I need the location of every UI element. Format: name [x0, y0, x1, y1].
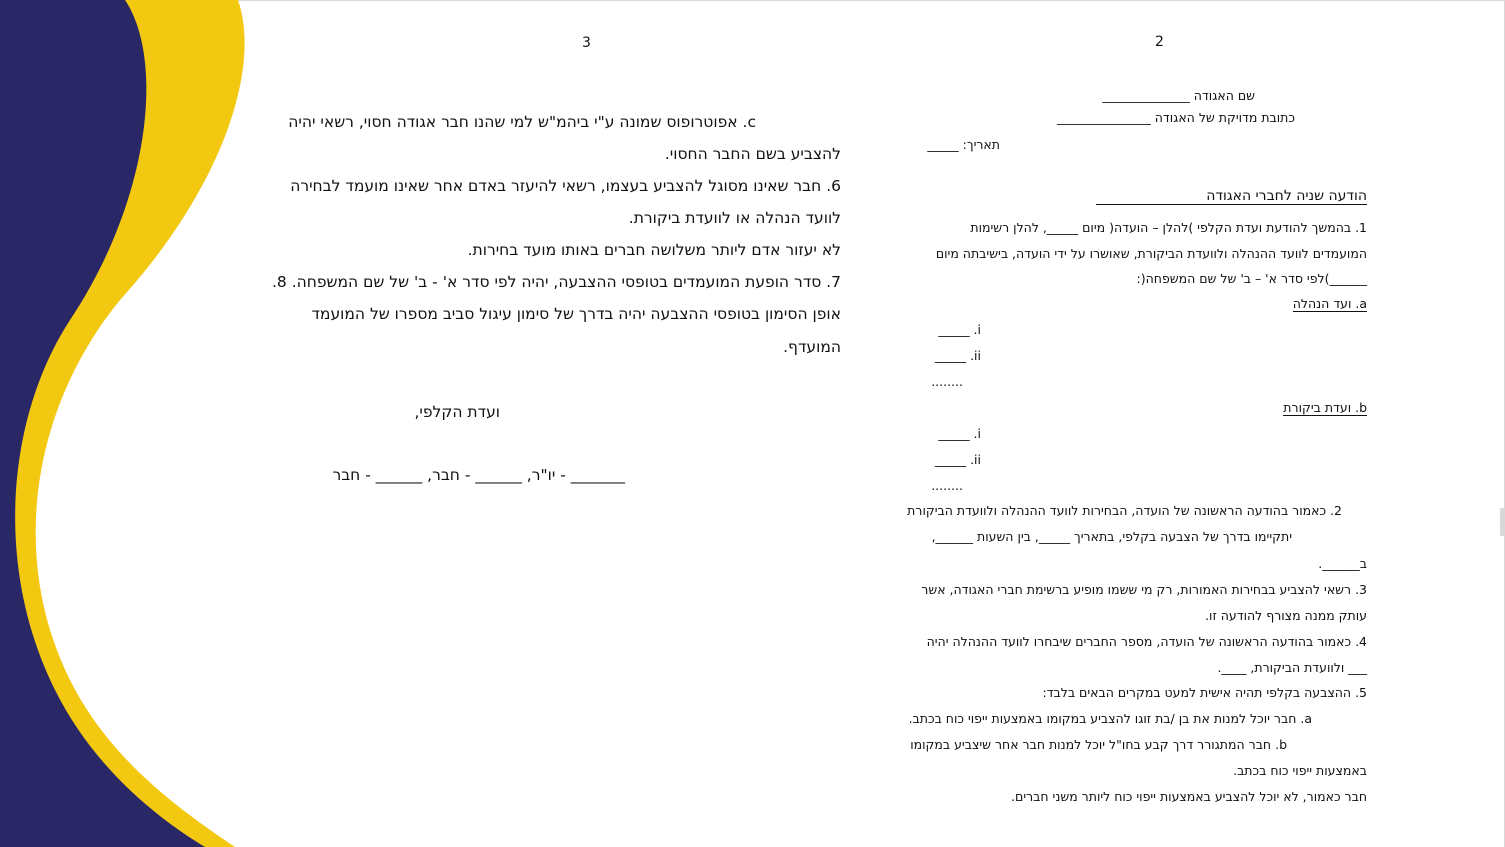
text-line: לוועד הנהלה או לוועדת ביקורת. [628, 209, 841, 227]
text-line: 4. כאמור בהודעה הראשונה של הועדה, מספר החברים שיבחרו לוועד ההנהלה יהיה [926, 634, 1367, 649]
date-field: תאריך: _____ [927, 137, 1000, 152]
text-line: a. חבר יוכל למנות את בן /בת זוגו להצביע במקומו באמצעות ייפוי כוח בכתב. [908, 711, 1312, 726]
committee-signoff: ועדת הקלפי, [414, 403, 500, 421]
text-line: עותק ממנה מצורף להודעה זו. [1205, 608, 1367, 623]
list-item: ii. _____ [934, 452, 981, 467]
list-heading [1283, 400, 1367, 416]
text-line: חבר כאמור, לא יוכל להצביע באמצעות ייפוי כוח ליותר משני חברים. [1011, 789, 1367, 804]
text-line: יתקיימו בדרך של הצבעה בקלפי, בתאריך _____, בין השעות ______, [931, 529, 1292, 544]
audit-heading-text: b. ועדת ביקורת [1283, 400, 1367, 415]
text-line: ______)לפי סדר א' – ב' של שם המשפחה(: [1136, 271, 1367, 286]
list-heading [1293, 296, 1367, 312]
text-line: המועמדים לוועד ההנהלה ולוועדת הביקורת, שאושרו על ידי הועדה, בישיבתה מיום [935, 246, 1367, 261]
text-line: 5. ההצבעה בקלפי תהיה אישית למעט במקרים הבאים בלבד: [1042, 685, 1367, 700]
text-line: b. חבר המתגורר דרך קבע בחו"ל יוכל למנות חבר אחר שיצביע במקומו [910, 737, 1287, 752]
decorative-wave-graphic [0, 0, 245, 847]
page-number: 3 [582, 35, 591, 51]
notice-title-text: הודעה שניה לחברי האגודה [1096, 188, 1367, 205]
list-item: i. _____ [938, 322, 981, 337]
association-address-field: כתובת מדויקת של האגודה _______________ [1057, 110, 1295, 125]
text-line: ___ ולוועדת הביקורת, ____. [1217, 660, 1367, 675]
list-ellipsis: ........ [931, 478, 963, 493]
text-line: באמצעות ייפוי כוח בכתב. [1233, 763, 1367, 778]
list-item: ii. _____ [934, 348, 981, 363]
text-line: 3. רשאי להצביע בבחירות האמורות, רק מי ששמו מופיע ברשימת חברי האגודה, אשר [921, 582, 1367, 597]
association-name-field: שם האגודה ______________ [1102, 88, 1255, 103]
text-line: c. אפוטרופוס שמונה ע"י ביהמ"ש למי שהנו חבר אגודה חסוי, רשאי יהיה [288, 113, 756, 131]
text-line: 1. בהמשך להודעת ועדת הקלפי )להלן – הועדה( מיום _____, להלן רשימות [970, 220, 1367, 235]
text-line: לא יעזור אדם ליותר משלושה חברים באותו מועד בחירות. [467, 241, 841, 259]
list-ellipsis: ........ [931, 374, 963, 389]
board-heading-text: a. ועד הנהלה [1292, 296, 1367, 311]
scrollbar-thumb[interactable] [1500, 508, 1505, 536]
notice-title [1096, 188, 1367, 205]
text-line: להצביע בשם החבר החסוי. [664, 145, 841, 163]
text-line: 6. חבר שאינו מסוגל להצביע בעצמו, רשאי להיעזר באדם אחר שאינו מועמד לבחירה [290, 177, 841, 195]
page-number: 2 [1155, 34, 1164, 50]
signature-line: _______ - יו"ר, ______ - חבר, ______ - חבר [332, 466, 625, 484]
text-line: 2. כאמור בהודעה הראשונה של הועדה, הבחירות לוועד ההנהלה ולוועדת הביקורת [907, 503, 1342, 518]
list-item: i. _____ [938, 426, 981, 441]
text-line: המועדף. [783, 338, 841, 356]
text-line: ב______. [1318, 556, 1367, 571]
text-line: 7. סדר הופעת המועמדים בטופסי ההצבעה, יהיה לפי סדר א' - ב' של שם המשפחה. 8. [271, 273, 841, 291]
text-line: אופן הסימון בטופסי ההצבעה יהיה בדרך של סימון עיגול סביב מספרו של המועמד [311, 305, 841, 323]
